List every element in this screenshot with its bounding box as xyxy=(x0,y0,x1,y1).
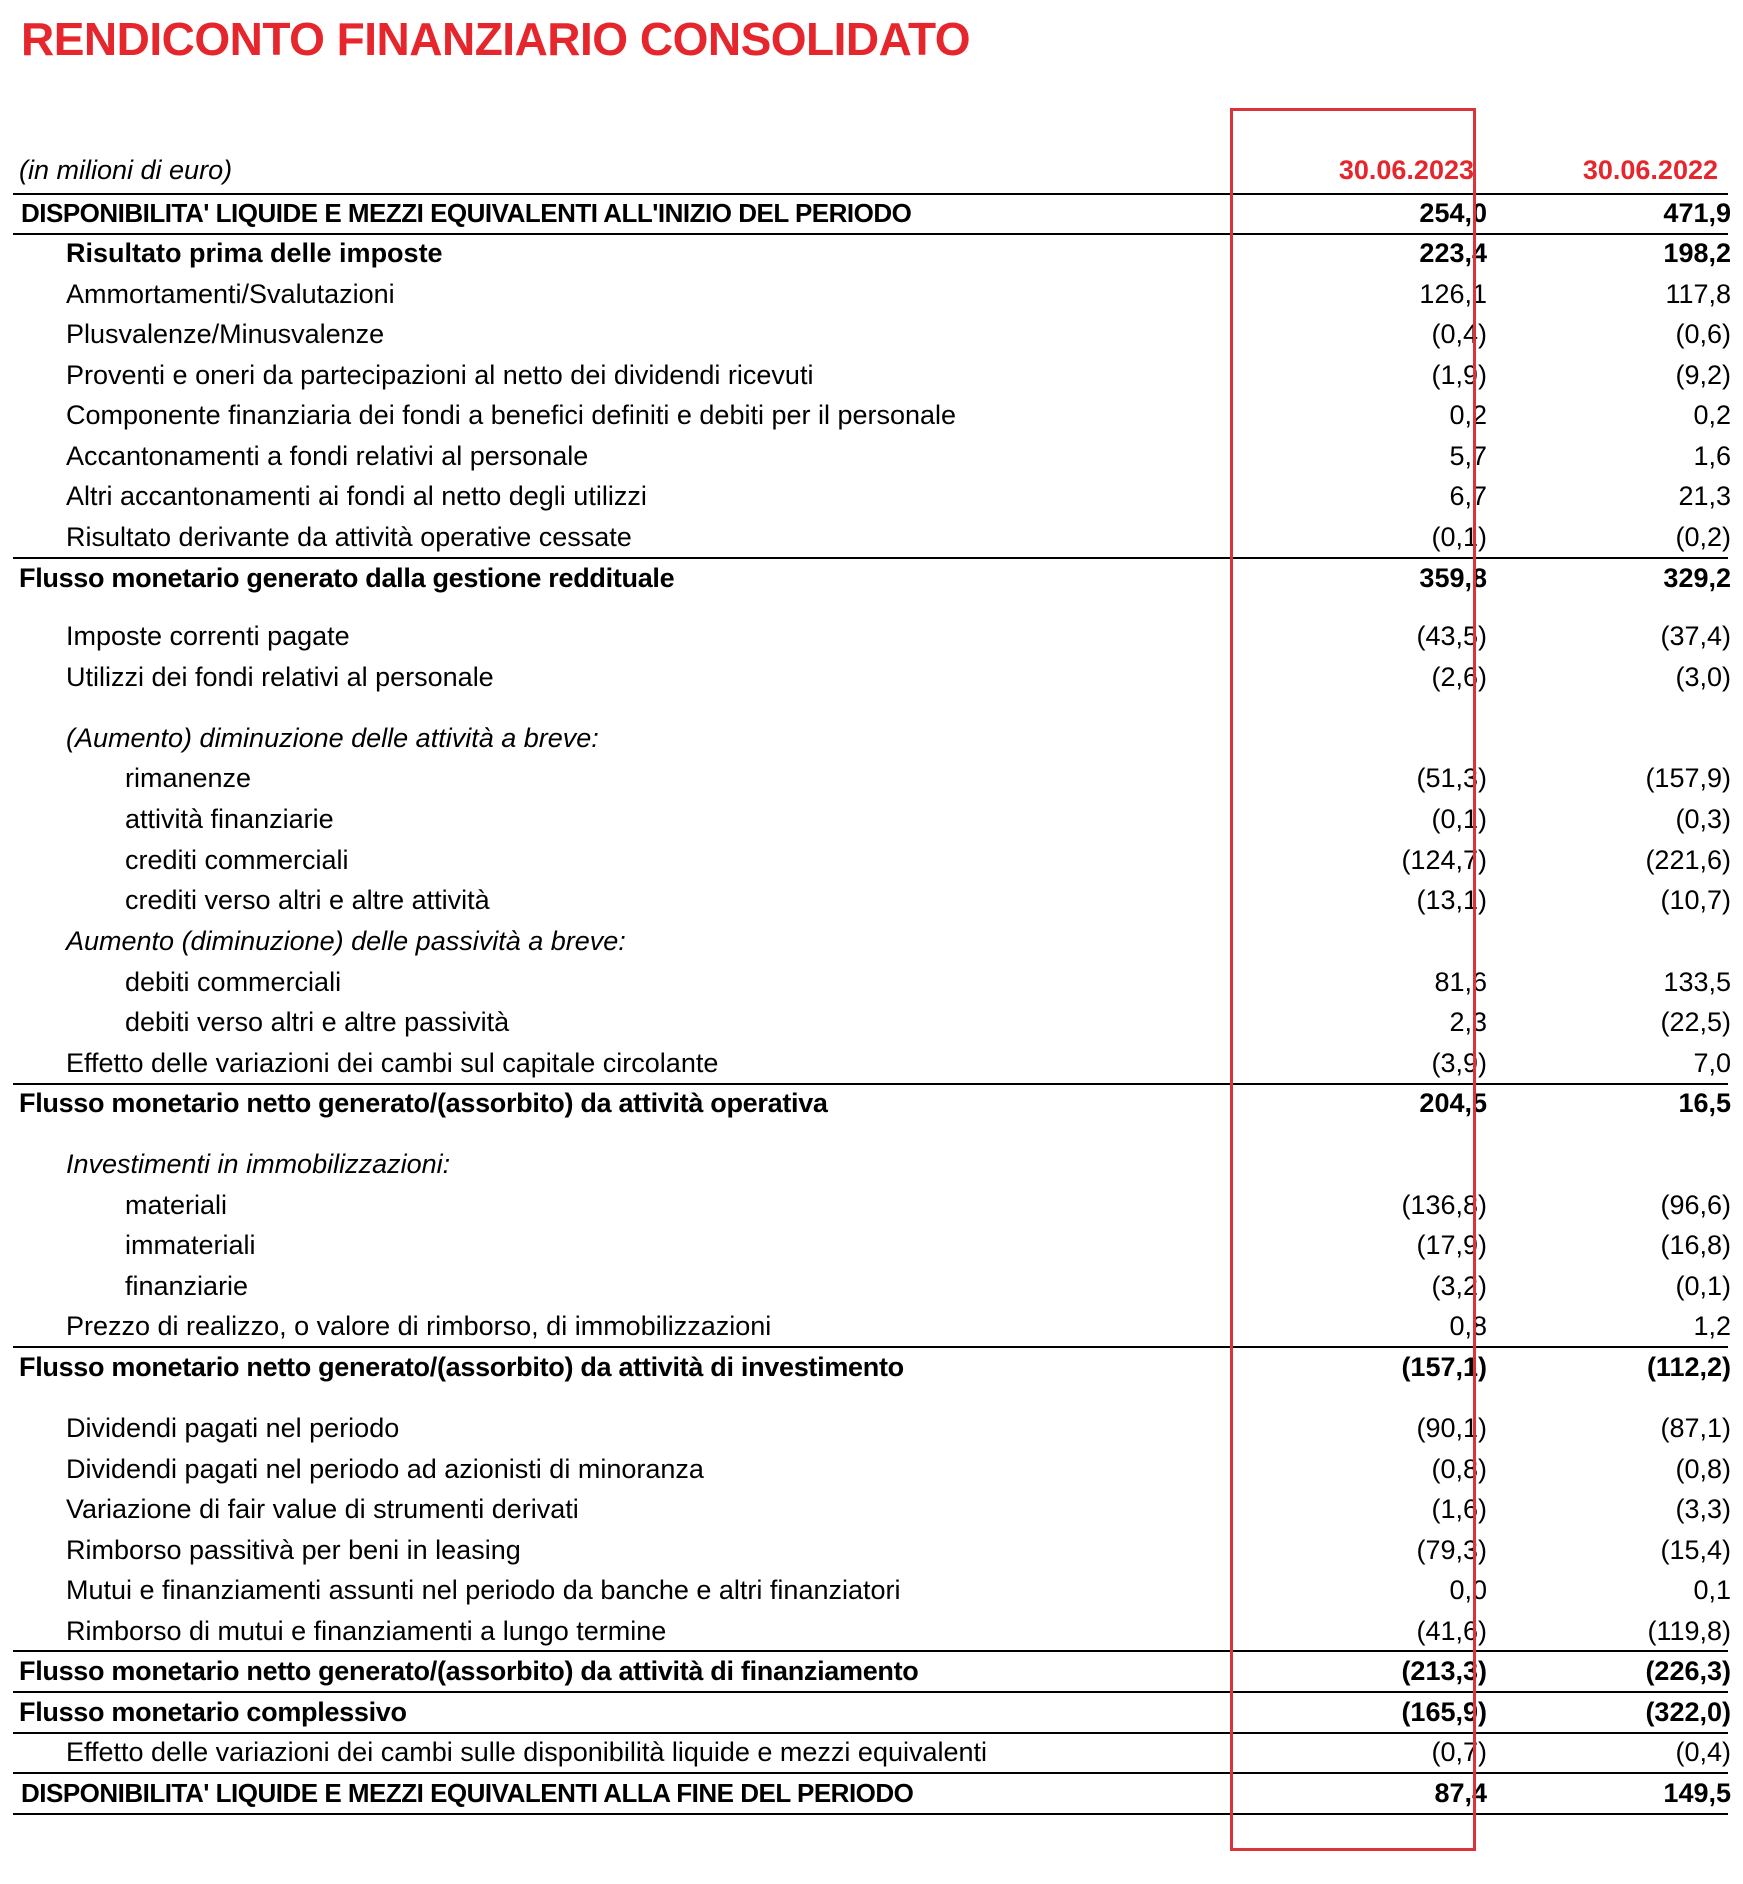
row-label: DISPONIBILITA' LIQUIDE E MEZZI EQUIVALENTI ALL'INIZIO DEL PERIODO xyxy=(21,198,912,228)
value-2022: 16,5 xyxy=(1678,1088,1731,1118)
table-row xyxy=(13,841,1731,881)
value-2022: 0,2 xyxy=(1693,400,1731,430)
value-2022: (157,9) xyxy=(1645,763,1731,793)
table-row xyxy=(13,1044,1731,1084)
value-2022: (37,4) xyxy=(1660,621,1731,651)
column-header-2023: 30.06.2023 xyxy=(1338,155,1474,185)
table-row xyxy=(13,234,1731,274)
table-row xyxy=(13,1774,1731,1814)
value-2022: (16,8) xyxy=(1660,1230,1731,1260)
table-row xyxy=(13,963,1731,1003)
row-label: finanziarie xyxy=(125,1271,249,1301)
value-2023: (0,4) xyxy=(1431,319,1487,349)
value-2022: 117,8 xyxy=(1665,279,1731,309)
value-2022: 1,6 xyxy=(1693,441,1731,471)
table-row xyxy=(13,356,1731,396)
row-label: rimanenze xyxy=(125,763,252,793)
value-2022: 0,1 xyxy=(1693,1575,1731,1605)
page-title: RENDICONTO FINANZIARIO CONSOLIDATO xyxy=(21,13,970,65)
row-label: Mutui e finanziamenti assunti nel periodo da banche e altri finanziatori xyxy=(66,1575,901,1605)
row-label: Dividendi pagati nel periodo xyxy=(66,1413,400,1443)
value-2023: (1,9) xyxy=(1431,360,1487,390)
value-2023: (136,8) xyxy=(1401,1190,1487,1220)
table-row xyxy=(13,1145,1728,1185)
table-row xyxy=(13,658,1731,698)
row-label: Plusvalenze/Minusvalenze xyxy=(66,319,385,349)
row-label: Accantonamenti a fondi relativi al personale xyxy=(66,441,589,471)
value-2022: 21,3 xyxy=(1678,481,1731,511)
table-row xyxy=(13,1409,1731,1449)
table-row xyxy=(13,719,1728,759)
row-label: Flusso monetario generato dalla gestione reddituale xyxy=(19,563,675,593)
value-2022: (226,3) xyxy=(1645,1656,1731,1686)
value-2023: 0,2 xyxy=(1449,400,1487,430)
row-label: crediti commerciali xyxy=(125,845,349,875)
value-2023: (3,2) xyxy=(1431,1271,1487,1301)
row-divider xyxy=(13,1813,1728,1815)
value-2023: (41,6) xyxy=(1416,1616,1487,1646)
value-2022: 471,9 xyxy=(1663,198,1731,228)
row-label: DISPONIBILITA' LIQUIDE E MEZZI EQUIVALENTI ALLA FINE DEL PERIODO xyxy=(21,1778,914,1808)
value-2023: (1,6) xyxy=(1431,1494,1487,1524)
value-2022: (3,3) xyxy=(1675,1494,1731,1524)
row-label: debiti commerciali xyxy=(125,967,342,997)
row-label: Componente finanziaria dei fondi a benefici definiti e debiti per il personale xyxy=(66,400,957,430)
table-row xyxy=(13,759,1731,799)
table-row xyxy=(13,477,1731,517)
table-row xyxy=(13,559,1731,599)
row-label: Imposte correnti pagate xyxy=(66,621,350,651)
value-2022: (96,6) xyxy=(1660,1190,1731,1220)
value-2022: 7,0 xyxy=(1693,1048,1731,1078)
value-2022: (87,1) xyxy=(1660,1413,1731,1443)
row-divider xyxy=(13,233,1728,235)
table-row xyxy=(13,1186,1731,1226)
table-row xyxy=(13,1693,1731,1733)
table-row xyxy=(13,617,1731,657)
value-2022: 133,5 xyxy=(1663,967,1731,997)
value-2022: (0,6) xyxy=(1675,319,1731,349)
value-2022: (119,8) xyxy=(1647,1616,1731,1646)
table-row xyxy=(13,1450,1731,1490)
row-label: Flusso monetario netto generato/(assorbito) da attività operativa xyxy=(19,1088,828,1118)
value-2023: 0,0 xyxy=(1449,1575,1487,1605)
value-2023: (51,3) xyxy=(1416,763,1487,793)
table-row xyxy=(13,1531,1731,1571)
row-label: (Aumento) diminuzione delle attività a breve: xyxy=(66,723,599,753)
table-row xyxy=(13,1084,1731,1124)
row-label: Effetto delle variazioni dei cambi sulle disponibilità liquide e mezzi equivalenti xyxy=(66,1737,988,1767)
table-row xyxy=(13,1348,1731,1388)
value-2022: 1,2 xyxy=(1693,1311,1731,1341)
value-2023: 359,8 xyxy=(1419,563,1487,593)
value-2023: (157,1) xyxy=(1401,1352,1487,1382)
row-label: Effetto delle variazioni dei cambi sul capitale circolante xyxy=(66,1048,719,1078)
value-2023: 5,7 xyxy=(1449,441,1487,471)
value-2022: (9,2) xyxy=(1675,360,1731,390)
value-2022: (221,6) xyxy=(1645,845,1731,875)
value-2023: (213,3) xyxy=(1401,1656,1487,1686)
row-divider xyxy=(13,1083,1728,1085)
row-label: immateriali xyxy=(125,1230,256,1260)
row-divider xyxy=(13,1732,1728,1734)
value-2023: (2,6) xyxy=(1431,662,1487,692)
row-divider xyxy=(13,1650,1728,1652)
row-label: Investimenti in immobilizzazioni: xyxy=(66,1149,451,1179)
value-2023: (124,7) xyxy=(1401,845,1487,875)
value-2022: 149,5 xyxy=(1663,1778,1731,1808)
value-2023: 126,1 xyxy=(1419,279,1487,309)
table-row xyxy=(13,1490,1731,1530)
value-2022: (112,2) xyxy=(1646,1352,1731,1382)
row-label: Flusso monetario complessivo xyxy=(19,1697,407,1727)
row-divider xyxy=(13,1691,1728,1693)
row-label: attività finanziarie xyxy=(125,804,334,834)
row-label: Altri accantonamenti ai fondi al netto degli utilizzi xyxy=(66,481,647,511)
row-label: Dividendi pagati nel periodo ad azionisti di minoranza xyxy=(66,1454,704,1484)
row-label: debiti verso altri e altre passività xyxy=(125,1007,510,1037)
table-row xyxy=(13,1571,1731,1611)
row-label: Aumento (diminuzione) delle passività a breve: xyxy=(66,926,626,956)
value-2023: 204,5 xyxy=(1419,1088,1487,1118)
value-2023: (43,5) xyxy=(1416,621,1487,651)
value-2023: 2,3 xyxy=(1449,1007,1487,1037)
value-2022: (0,8) xyxy=(1675,1454,1731,1484)
table-row xyxy=(13,275,1731,315)
table-row xyxy=(13,1267,1731,1307)
value-2023: (79,3) xyxy=(1416,1535,1487,1565)
value-2023: (13,1) xyxy=(1416,885,1487,915)
value-2022: (10,7) xyxy=(1660,885,1731,915)
value-2022: 329,2 xyxy=(1663,563,1731,593)
table-row xyxy=(13,194,1731,234)
value-2023: 6,7 xyxy=(1449,481,1487,511)
row-label: Ammortamenti/Svalutazioni xyxy=(66,279,395,309)
row-label: Utilizzi dei fondi relativi al personale xyxy=(66,662,494,692)
value-2022: (0,3) xyxy=(1675,804,1731,834)
table-row xyxy=(13,1612,1731,1652)
row-label: Variazione di fair value di strumenti derivati xyxy=(66,1494,579,1524)
row-label: crediti verso altri e altre attività xyxy=(125,885,490,915)
row-divider xyxy=(13,1346,1728,1348)
row-divider xyxy=(13,193,1728,195)
table-row xyxy=(13,1307,1731,1347)
table-row xyxy=(13,315,1731,355)
table-row xyxy=(13,922,1728,962)
value-2023: (0,1) xyxy=(1431,522,1487,552)
row-label: Flusso monetario netto generato/(assorbito) da attività di finanziamento xyxy=(19,1656,919,1686)
value-2022: (0,2) xyxy=(1675,522,1731,552)
row-divider xyxy=(13,1772,1728,1774)
value-2022: (322,0) xyxy=(1645,1697,1731,1727)
table-row xyxy=(13,396,1731,436)
value-2023: (90,1) xyxy=(1416,1413,1487,1443)
value-2022: 198,2 xyxy=(1663,238,1731,268)
row-label: Risultato prima delle imposte xyxy=(66,238,443,268)
table-row xyxy=(13,437,1731,477)
row-label: Rimborso passitivà per beni in leasing xyxy=(66,1535,521,1565)
value-2023: (0,8) xyxy=(1431,1454,1487,1484)
value-2022: (3,0) xyxy=(1675,662,1731,692)
row-divider xyxy=(13,557,1728,559)
value-2023: (0,1) xyxy=(1431,804,1487,834)
value-2023: (17,9) xyxy=(1416,1230,1487,1260)
table-row xyxy=(13,881,1731,921)
table-row xyxy=(13,1226,1731,1266)
value-2023: 254,0 xyxy=(1419,198,1487,228)
row-label: materiali xyxy=(125,1190,228,1220)
column-header-2022: 30.06.2022 xyxy=(1582,155,1718,185)
table-row xyxy=(13,518,1731,558)
value-2022: (0,4) xyxy=(1675,1737,1731,1767)
table-row xyxy=(13,800,1731,840)
value-2023: (3,9) xyxy=(1431,1048,1487,1078)
value-2023: 81,6 xyxy=(1434,967,1487,997)
table-row xyxy=(13,1652,1731,1692)
table-row xyxy=(13,1003,1731,1043)
value-2022: (22,5) xyxy=(1660,1007,1731,1037)
value-2022: (0,1) xyxy=(1675,1271,1731,1301)
value-2023: 0,8 xyxy=(1449,1311,1487,1341)
table-row xyxy=(13,1733,1731,1773)
value-2023: (165,9) xyxy=(1401,1697,1487,1727)
row-label: Proventi e oneri da partecipazioni al netto dei dividendi ricevuti xyxy=(66,360,814,390)
row-label: Risultato derivante da attività operative cessate xyxy=(66,522,632,552)
units-note: (in milioni di euro) xyxy=(19,155,233,185)
value-2023: 223,4 xyxy=(1419,238,1487,268)
value-2023: 87,4 xyxy=(1434,1778,1487,1808)
row-label: Rimborso di mutui e finanziamenti a lungo termine xyxy=(66,1616,667,1646)
value-2022: (15,4) xyxy=(1660,1535,1731,1565)
row-label: Prezzo di realizzo, o valore di rimborso, di immobilizzazioni xyxy=(66,1311,772,1341)
row-label: Flusso monetario netto generato/(assorbito) da attività di investimento xyxy=(19,1352,904,1382)
value-2023: (0,7) xyxy=(1431,1737,1487,1767)
